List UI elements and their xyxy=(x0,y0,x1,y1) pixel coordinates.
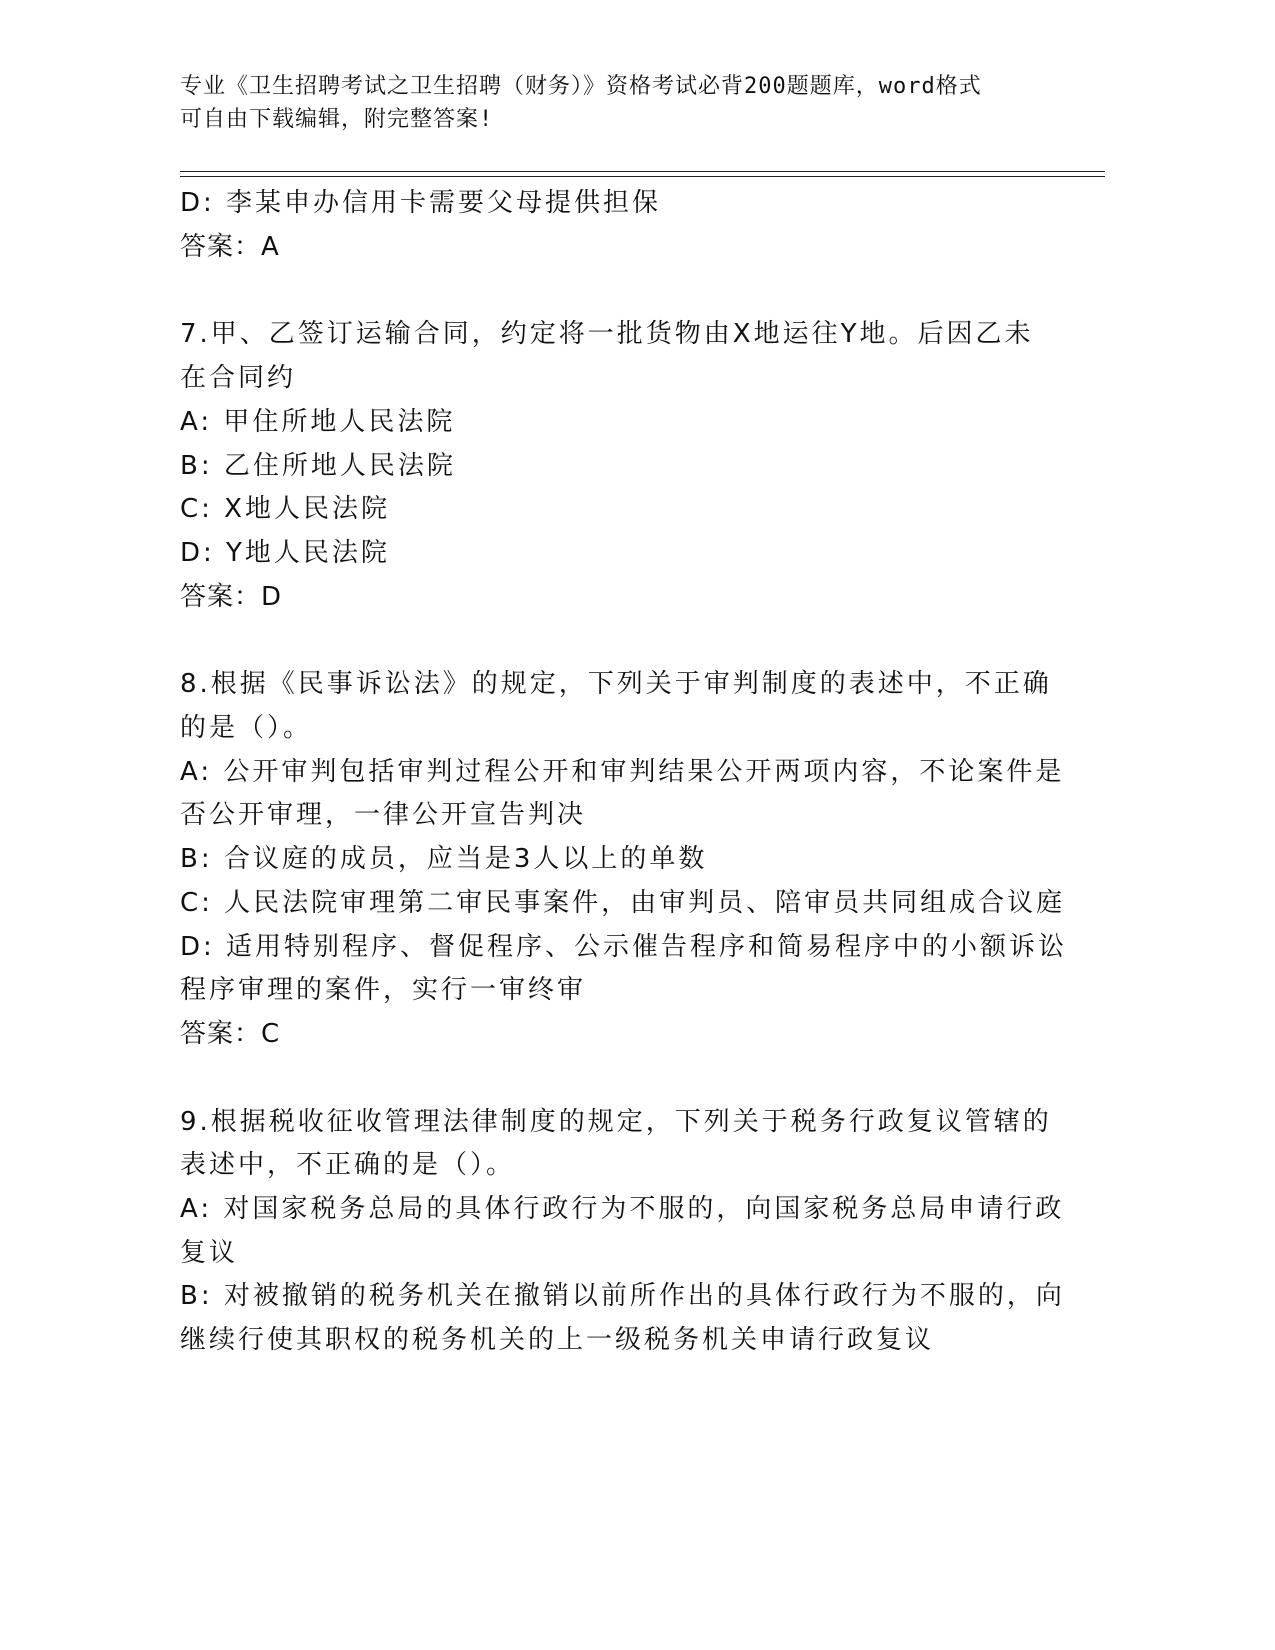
option-d: 程序审理的案件，实行一审终审 xyxy=(180,975,587,1006)
option-b: B: 乙住所地人民法院 xyxy=(180,450,456,481)
option-b: B: 合议庭的成员，应当是3人以上的单数 xyxy=(180,844,708,875)
prev-question xyxy=(180,182,1040,269)
header-divider-thin xyxy=(180,176,1105,177)
option-a: A: 对国家税务总局的具体行政行为不服的，向国家税务总局申请行政 xyxy=(180,1194,1065,1225)
answer: 答案：D xyxy=(180,581,283,612)
answer: 答案：C xyxy=(180,1018,281,1049)
option-d: D: 李某申办信用卡需要父母提供担保 xyxy=(180,188,662,218)
question-stem: 在合同约 xyxy=(180,363,297,394)
option-d: D: 适用特别程序、督促程序、公示催告程序和简易程序中的小额诉讼 xyxy=(180,931,1068,962)
option-b: 继续行使其职权的税务机关的上一级税务机关申请行政复议 xyxy=(180,1325,935,1356)
option-d: D: Y地人民法院 xyxy=(180,537,390,568)
header-title-line2: 可自由下载编辑，附完整答案! xyxy=(180,107,494,132)
question-stem: 表述中，不正确的是（）。 xyxy=(180,1150,516,1181)
option-a: A: 公开审判包括审判过程公开和审判结果公开两项内容，不论案件是 xyxy=(180,756,1065,787)
question-8 xyxy=(180,663,1068,1056)
header-title-line1: 专业《卫生招聘考试之卫生招聘（财务）》资格考试必背200题题库，word格式 xyxy=(180,74,982,99)
spacer xyxy=(180,619,1040,663)
spacer xyxy=(180,269,1040,313)
question-9 xyxy=(180,1101,1065,1363)
question-content xyxy=(180,182,1068,1363)
header-divider-thick xyxy=(180,171,1105,172)
answer: 答案：A xyxy=(180,231,280,262)
spacer xyxy=(180,1057,1040,1101)
option-c: C: 人民法院审理第二审民事案件，由审判员、陪审员共同组成合议庭 xyxy=(180,887,1066,918)
option-a: A: 甲住所地人民法院 xyxy=(180,406,456,437)
document-header xyxy=(180,70,1080,136)
option-a: 复议 xyxy=(180,1237,239,1268)
question-stem: 7.甲、乙签订运输合同，约定将一批货物由X地运往Y地。后因乙未 xyxy=(180,319,1034,350)
option-a: 否公开审理，一律公开宣告判决 xyxy=(180,800,587,831)
option-b: B: 对被撤销的税务机关在撤销以前所作出的具体行政行为不服的，向 xyxy=(180,1281,1065,1312)
question-stem: 8.根据《民事诉讼法》的规定，下列关于审判制度的表述中，不正确 xyxy=(180,669,1052,700)
option-c: C: X地人民法院 xyxy=(180,494,390,525)
question-7 xyxy=(180,313,1040,619)
question-stem: 的是（）。 xyxy=(180,713,313,744)
question-stem: 9.根据税收征收管理法律制度的规定，下列关于税务行政复议管辖的 xyxy=(180,1106,1052,1137)
